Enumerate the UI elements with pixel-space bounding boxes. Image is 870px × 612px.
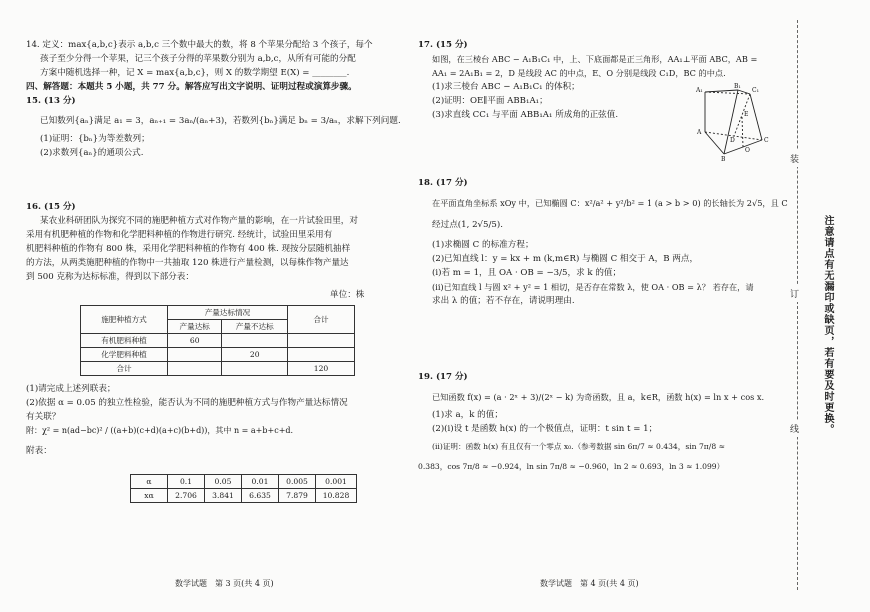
q14-line-1: 14. 定义：max{a,b,c}表示 a,b,c 三个数中最大的数，将 8 个苹果分配给 3 个孩子，每个 xyxy=(26,40,373,50)
q15-heading: 15. (13 分) xyxy=(26,96,76,106)
table-cell xyxy=(168,348,222,362)
table-cell xyxy=(222,334,288,348)
critical-value-table xyxy=(130,474,357,503)
q18-part-1: (1)求椭圆 C 的标准方程； xyxy=(432,240,534,250)
label-B: B xyxy=(721,156,726,162)
label-B1: B₁ xyxy=(734,83,741,90)
table-header-total: 合计 xyxy=(288,306,355,334)
table-cell: 6.635 xyxy=(242,489,279,503)
binding-mark-top: 装 xyxy=(790,150,799,167)
appendix-label: 附表： xyxy=(26,446,52,456)
q19-part-2-ii: (ⅱ)证明：函数 h(x) 有且仅有一个零点 x₀.（参考数据 sin 6π/7 ≈ 0.434，sin 7π/8 ≈ xyxy=(432,442,725,451)
table-cell: 化学肥料种植 xyxy=(81,348,168,362)
label-A: A xyxy=(697,129,702,136)
q18-heading: 18. (17 分) xyxy=(418,178,468,188)
chi-square-formula: 附：χ² = n(ad−bc)² / ((a+b)(c+d)(a+c)(b+d))，其中 n = a+b+c+d. xyxy=(26,426,294,435)
q17-stem-1: 如图，在三棱台 ABC − A₁B₁C₁ 中，上、下底面都是正三角形，AA₁⊥平面 ABC，AB = xyxy=(432,54,758,64)
section-4-heading: 四、解答题：本题共 5 小题，共 77 分。解答应写出文字说明、证明过程或演算步骤。 xyxy=(26,82,357,92)
q16-stem-2: 采用有机肥种植的作物和化学肥料种植的作物进行研究. 经统计，试验田里采用有 xyxy=(26,230,333,240)
table-row xyxy=(81,348,355,362)
label-A1: A₁ xyxy=(696,87,703,94)
page-footer-left: 数学试题 第 3 页(共 4 页) xyxy=(175,579,274,588)
table-subheader-fail: 产量不达标 xyxy=(222,320,288,334)
label-C: C xyxy=(764,137,769,144)
binding-mark-mid: 订 xyxy=(790,285,799,302)
table-cell: 0.001 xyxy=(316,475,357,489)
table-cell: 0.01 xyxy=(242,475,279,489)
table-cell: 20 xyxy=(222,348,288,362)
q17-part-3: (3)求直线 CC₁ 与平面 ABB₁A₁ 所成角的正弦值. xyxy=(432,110,619,120)
q15-part-1: (1)证明：{bₙ}为等差数列； xyxy=(40,134,150,144)
unit-label: 单位：株 xyxy=(330,290,365,300)
q18-stem-1: 在平面直角坐标系 xOy 中，已知椭圆 C：x²/a² + y²/b² = 1 (a > b > 0) 的长轴长为 2√5，且 C xyxy=(432,198,788,208)
q17-part-2: (2)证明：OE∥平面 ABB₁A₁； xyxy=(432,96,548,106)
table-cell: 合计 xyxy=(81,362,168,376)
binding-mark-bot: 线 xyxy=(790,420,799,437)
table-cell: 有机肥料种植 xyxy=(81,334,168,348)
q18-part-2-ii-cont: 求出 λ 的值；若不存在，请说明理由. xyxy=(432,296,575,306)
table-header-status: 产量达标情况 xyxy=(168,306,288,320)
q16-after xyxy=(26,382,406,458)
table-row xyxy=(131,475,357,489)
label-D: D xyxy=(730,137,735,144)
label-C1: C₁ xyxy=(752,87,759,94)
q16-part-2-cont: 有关联？ xyxy=(26,412,61,422)
q16-stem-1: 某农业科研团队为探究不同的施肥种植方式对作物产量的影响，在一片试验田里，对 xyxy=(40,216,358,226)
table-subheader-pass: 产量达标 xyxy=(168,320,222,334)
q14-line-2: 孩子至少分得一个苹果，记三个孩子分得的苹果数分别为 a,b,c，从所有可能的分配 xyxy=(40,54,356,64)
q18-part-2: (2)已知直线 l：y = kx + m (k,m∈R) 与椭圆 C 相交于 A，B 两点， xyxy=(432,254,699,264)
q19-block xyxy=(418,370,788,474)
table-row xyxy=(81,362,355,376)
table-cell: 3.841 xyxy=(205,489,242,503)
q17-heading: 17. (15 分) xyxy=(418,40,468,50)
q18-block xyxy=(418,176,788,308)
q16-part-2: (2)依据 α = 0.05 的独立性检验，能否认为不同的施肥种植方式与作物产量达标情况 xyxy=(26,398,348,408)
label-E: E xyxy=(744,111,749,118)
table-cell: xα xyxy=(131,489,168,503)
table-cell: 7.879 xyxy=(279,489,316,503)
notice-vertical: 注意请点有无漏印或缺页，若有要及时更换。 xyxy=(822,215,833,435)
table-row xyxy=(131,489,357,503)
table-cell: 0.005 xyxy=(279,475,316,489)
q19-stem: 已知函数 f(x) = (a · 2ˣ + 3)/(2ˣ − k) 为奇函数，且 a，k∈R，函数 h(x) = ln x + cos x. xyxy=(432,392,765,402)
table-cell: 60 xyxy=(168,334,222,348)
table-header-method: 施肥种植方式 xyxy=(81,306,168,334)
table-cell: α xyxy=(131,475,168,489)
q19-reference-data: 0.383，cos 7π/8 ≈ −0.924，ln sin 7π/8 ≈ −0.960，ln 2 ≈ 0.693，ln 3 ≈ 1.099） xyxy=(418,462,725,471)
q16-block xyxy=(26,200,406,284)
q19-part-1: (1)求 a，k 的值； xyxy=(432,410,503,420)
contingency-table xyxy=(80,305,355,376)
q17-part-1: (1)求三棱台 ABC − A₁B₁C₁ 的体积； xyxy=(432,82,580,92)
q16-heading: 16. (15 分) xyxy=(26,202,76,212)
page-footer-right: 数学试题 第 4 页(共 4 页) xyxy=(540,579,639,588)
frustum-figure xyxy=(690,82,775,162)
q16-stem-4: 的方法，从两类施肥种植的作物中一共抽取 120 株进行产量检测，以每株作物产量达 xyxy=(26,258,349,268)
q15-part-2: (2)求数列{aₙ}的通项公式. xyxy=(40,148,144,158)
q17-stem-2: AA₁ = 2A₁B₁ = 2，D 是线段 AC 的中点，E、O 分别是线段 C₁D，BC 的中点. xyxy=(432,68,726,78)
table-cell xyxy=(222,362,288,376)
q16-stem-3: 机肥料种植的作物有 800 株，采用化学肥料种植的作物有 400 株. 现按分层随机抽样 xyxy=(26,244,351,254)
q19-part-2-i: (2)(ⅰ)设 t 是函数 h(x) 的一个极值点，证明：t sin t = 1； xyxy=(432,424,658,434)
q18-part-2-i: (ⅰ)若 m = 1，且 OA · OB = −3/5，求 k 的值； xyxy=(432,268,622,278)
table-cell xyxy=(288,348,355,362)
table-cell: 0.05 xyxy=(205,475,242,489)
table-cell xyxy=(168,362,222,376)
q18-part-2-ii: (ⅱ)已知直线 l 与圆 x² + y² = 1 相切，是否存在常数 λ，使 OA · OB = λ？ 若存在，请 xyxy=(432,282,754,292)
q15-stem: 已知数列{aₙ}满足 a₁ = 3，aₙ₊₁ = 3aₙ/(aₙ+3)，若数列{bₙ}满足 bₙ = 3/aₙ，求解下列问题. xyxy=(40,116,401,126)
left-page xyxy=(26,38,406,160)
table-row xyxy=(81,334,355,348)
binding-line xyxy=(797,20,798,590)
q16-part-1: (1)请完成上述列联表； xyxy=(26,384,116,394)
q19-heading: 19. (17 分) xyxy=(418,372,468,382)
q18-stem-2: 经过点(1, 2√5/5). xyxy=(432,220,503,230)
label-O: O xyxy=(745,147,750,154)
table-cell: 0.1 xyxy=(168,475,205,489)
right-page xyxy=(418,38,758,122)
table-cell xyxy=(288,334,355,348)
table-cell: 2.706 xyxy=(168,489,205,503)
q16-stem-5: 到 500 克称为达标标准，得到以下部分表： xyxy=(26,272,194,282)
table-cell: 10.828 xyxy=(316,489,357,503)
table-cell: 120 xyxy=(288,362,355,376)
q14-line-3: 方案中随机选择一种，记 X = max{a,b,c}，则 X 的数学期望 E(X) = ________. xyxy=(40,68,350,78)
